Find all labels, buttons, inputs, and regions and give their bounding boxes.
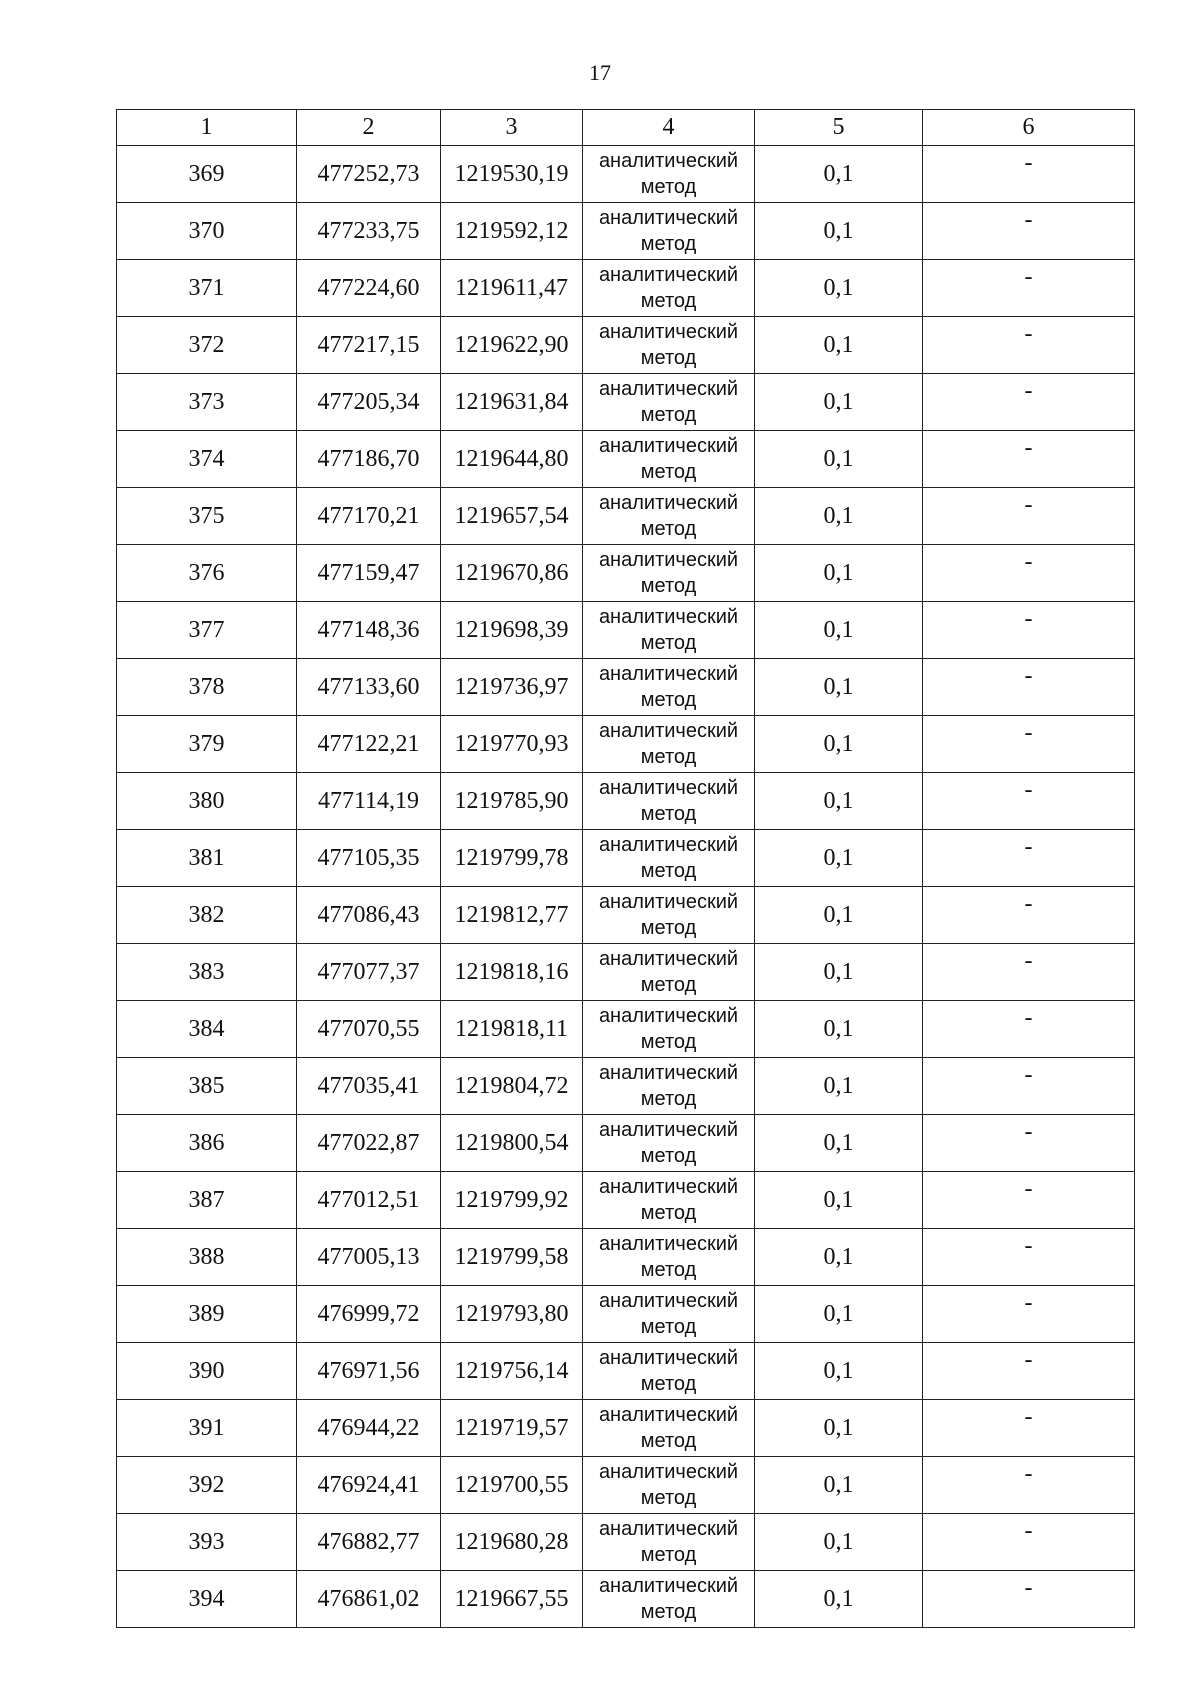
- method-line-1: аналитический: [598, 777, 739, 799]
- y-coordinate-cell: 1219799,58: [441, 1229, 583, 1286]
- method-line-1: аналитический: [598, 207, 739, 229]
- note-cell: -: [923, 1457, 1135, 1514]
- method-line-1: аналитический: [598, 321, 739, 343]
- accuracy-cell: 0,1: [755, 545, 923, 602]
- y-coordinate-cell: 1219799,78: [441, 830, 583, 887]
- point-number-cell: 389: [117, 1286, 297, 1343]
- note-cell: -: [923, 1115, 1135, 1172]
- y-coordinate-cell: 1219657,54: [441, 488, 583, 545]
- x-coordinate-cell: 477224,60: [297, 260, 441, 317]
- y-coordinate-cell: 1219592,12: [441, 203, 583, 260]
- note-cell: -: [923, 773, 1135, 830]
- point-number-cell: 379: [117, 716, 297, 773]
- method-line-2: метод: [640, 1259, 697, 1281]
- method-cell: [583, 260, 755, 317]
- note-cell: -: [923, 431, 1135, 488]
- method-cell: [583, 1001, 755, 1058]
- note-cell: -: [923, 203, 1135, 260]
- method-cell: [583, 1400, 755, 1457]
- y-coordinate-cell: 1219770,93: [441, 716, 583, 773]
- method-line-1: аналитический: [598, 1233, 739, 1255]
- method-cell: [583, 488, 755, 545]
- x-coordinate-cell: 476944,22: [297, 1400, 441, 1457]
- note-cell: -: [923, 488, 1135, 545]
- table-row: [117, 1400, 1135, 1457]
- method-line-1: аналитический: [598, 1518, 739, 1540]
- note-cell: -: [923, 260, 1135, 317]
- y-coordinate-cell: 1219736,97: [441, 659, 583, 716]
- method-cell: [583, 830, 755, 887]
- x-coordinate-cell: 476861,02: [297, 1571, 441, 1628]
- x-coordinate-cell: 477186,70: [297, 431, 441, 488]
- accuracy-cell: 0,1: [755, 203, 923, 260]
- method-cell: [583, 1229, 755, 1286]
- method-cell: [583, 1343, 755, 1400]
- accuracy-cell: 0,1: [755, 260, 923, 317]
- method-cell: [583, 1571, 755, 1628]
- note-cell: -: [923, 1343, 1135, 1400]
- method-cell: [583, 602, 755, 659]
- method-cell: [583, 545, 755, 602]
- method-line-1: аналитический: [598, 1005, 739, 1027]
- method-line-2: метод: [640, 1601, 697, 1623]
- point-number-cell: 375: [117, 488, 297, 545]
- point-number-cell: 382: [117, 887, 297, 944]
- method-line-2: метод: [640, 176, 697, 198]
- x-coordinate-cell: 477252,73: [297, 146, 441, 203]
- point-number-cell: 391: [117, 1400, 297, 1457]
- y-coordinate-cell: 1219818,11: [441, 1001, 583, 1058]
- y-coordinate-cell: 1219804,72: [441, 1058, 583, 1115]
- note-cell: -: [923, 1286, 1135, 1343]
- table-row: [117, 1001, 1135, 1058]
- point-number-cell: 383: [117, 944, 297, 1001]
- x-coordinate-cell: 477114,19: [297, 773, 441, 830]
- method-line-1: аналитический: [598, 549, 739, 571]
- x-coordinate-cell: 477022,87: [297, 1115, 441, 1172]
- method-cell: [583, 317, 755, 374]
- table-row: [117, 602, 1135, 659]
- x-coordinate-cell: 476924,41: [297, 1457, 441, 1514]
- method-line-2: метод: [640, 1202, 697, 1224]
- y-coordinate-cell: 1219719,57: [441, 1400, 583, 1457]
- method-line-1: аналитический: [598, 1575, 739, 1597]
- y-coordinate-cell: 1219530,19: [441, 146, 583, 203]
- accuracy-cell: 0,1: [755, 1286, 923, 1343]
- accuracy-cell: 0,1: [755, 659, 923, 716]
- method-line-2: метод: [640, 1031, 697, 1053]
- method-line-1: аналитический: [598, 264, 739, 286]
- note-cell: -: [923, 146, 1135, 203]
- method-line-2: метод: [640, 974, 697, 996]
- point-number-cell: 384: [117, 1001, 297, 1058]
- y-coordinate-cell: 1219785,90: [441, 773, 583, 830]
- accuracy-cell: 0,1: [755, 887, 923, 944]
- method-line-1: аналитический: [598, 948, 739, 970]
- accuracy-cell: 0,1: [755, 1571, 923, 1628]
- method-line-2: метод: [640, 803, 697, 825]
- y-coordinate-cell: 1219670,86: [441, 545, 583, 602]
- accuracy-cell: 0,1: [755, 602, 923, 659]
- note-cell: -: [923, 317, 1135, 374]
- method-cell: [583, 146, 755, 203]
- table-row: [117, 545, 1135, 602]
- table-body: [117, 146, 1135, 1628]
- table-row: [117, 260, 1135, 317]
- column-header: 4: [583, 110, 755, 146]
- table-row: [117, 1058, 1135, 1115]
- x-coordinate-cell: 477170,21: [297, 488, 441, 545]
- method-line-2: метод: [640, 233, 697, 255]
- method-line-2: метод: [640, 575, 697, 597]
- y-coordinate-cell: 1219680,28: [441, 1514, 583, 1571]
- method-cell: [583, 659, 755, 716]
- method-cell: [583, 1286, 755, 1343]
- point-number-cell: 380: [117, 773, 297, 830]
- note-cell: -: [923, 887, 1135, 944]
- table-row: [117, 887, 1135, 944]
- x-coordinate-cell: 477035,41: [297, 1058, 441, 1115]
- method-line-1: аналитический: [598, 150, 739, 172]
- y-coordinate-cell: 1219700,55: [441, 1457, 583, 1514]
- y-coordinate-cell: 1219667,55: [441, 1571, 583, 1628]
- method-line-2: метод: [640, 1430, 697, 1452]
- table-row: [117, 431, 1135, 488]
- method-line-1: аналитический: [598, 1461, 739, 1483]
- note-cell: -: [923, 602, 1135, 659]
- accuracy-cell: 0,1: [755, 1172, 923, 1229]
- note-cell: -: [923, 1571, 1135, 1628]
- table-row: [117, 317, 1135, 374]
- table-row: [117, 830, 1135, 887]
- note-cell: -: [923, 1514, 1135, 1571]
- method-line-2: метод: [640, 1544, 697, 1566]
- table-row: [117, 203, 1135, 260]
- accuracy-cell: 0,1: [755, 1001, 923, 1058]
- method-line-1: аналитический: [598, 1176, 739, 1198]
- method-line-2: метод: [640, 1088, 697, 1110]
- y-coordinate-cell: 1219793,80: [441, 1286, 583, 1343]
- y-coordinate-cell: 1219756,14: [441, 1343, 583, 1400]
- y-coordinate-cell: 1219631,84: [441, 374, 583, 431]
- method-line-1: аналитический: [598, 720, 739, 742]
- x-coordinate-cell: 477233,75: [297, 203, 441, 260]
- table-row: [117, 1286, 1135, 1343]
- column-header: 2: [297, 110, 441, 146]
- method-line-2: метод: [640, 1373, 697, 1395]
- method-line-2: метод: [640, 518, 697, 540]
- method-line-2: метод: [640, 1145, 697, 1167]
- x-coordinate-cell: 477086,43: [297, 887, 441, 944]
- y-coordinate-cell: 1219611,47: [441, 260, 583, 317]
- method-line-1: аналитический: [598, 1404, 739, 1426]
- x-coordinate-cell: 476971,56: [297, 1343, 441, 1400]
- point-number-cell: 394: [117, 1571, 297, 1628]
- table-row: [117, 1172, 1135, 1229]
- point-number-cell: 392: [117, 1457, 297, 1514]
- method-cell: [583, 374, 755, 431]
- note-cell: -: [923, 716, 1135, 773]
- x-coordinate-cell: 477133,60: [297, 659, 441, 716]
- method-line-2: метод: [640, 404, 697, 426]
- method-line-2: метод: [640, 746, 697, 768]
- point-number-cell: 372: [117, 317, 297, 374]
- table-row: [117, 146, 1135, 203]
- method-line-2: метод: [640, 917, 697, 939]
- accuracy-cell: 0,1: [755, 317, 923, 374]
- method-line-2: метод: [640, 1487, 697, 1509]
- note-cell: -: [923, 545, 1135, 602]
- method-cell: [583, 431, 755, 488]
- method-line-1: аналитический: [598, 1062, 739, 1084]
- y-coordinate-cell: 1219799,92: [441, 1172, 583, 1229]
- y-coordinate-cell: 1219818,16: [441, 944, 583, 1001]
- point-number-cell: 371: [117, 260, 297, 317]
- y-coordinate-cell: 1219698,39: [441, 602, 583, 659]
- accuracy-cell: 0,1: [755, 944, 923, 1001]
- column-header: 3: [441, 110, 583, 146]
- method-line-1: аналитический: [598, 663, 739, 685]
- note-cell: -: [923, 1001, 1135, 1058]
- point-number-cell: 385: [117, 1058, 297, 1115]
- coordinates-table: [116, 109, 1135, 1628]
- method-cell: [583, 716, 755, 773]
- table-row: [117, 1514, 1135, 1571]
- table-row: [117, 1115, 1135, 1172]
- note-cell: -: [923, 1229, 1135, 1286]
- method-cell: [583, 944, 755, 1001]
- point-number-cell: 374: [117, 431, 297, 488]
- table-row: [117, 944, 1135, 1001]
- y-coordinate-cell: 1219800,54: [441, 1115, 583, 1172]
- method-line-2: метод: [640, 860, 697, 882]
- table-row: [117, 659, 1135, 716]
- method-line-1: аналитический: [598, 891, 739, 913]
- method-cell: [583, 1514, 755, 1571]
- y-coordinate-cell: 1219644,80: [441, 431, 583, 488]
- accuracy-cell: 0,1: [755, 773, 923, 830]
- accuracy-cell: 0,1: [755, 1115, 923, 1172]
- x-coordinate-cell: 477122,21: [297, 716, 441, 773]
- point-number-cell: 393: [117, 1514, 297, 1571]
- x-coordinate-cell: 477205,34: [297, 374, 441, 431]
- column-header: 5: [755, 110, 923, 146]
- method-line-1: аналитический: [598, 492, 739, 514]
- method-cell: [583, 1172, 755, 1229]
- y-coordinate-cell: 1219622,90: [441, 317, 583, 374]
- accuracy-cell: 0,1: [755, 830, 923, 887]
- point-number-cell: 369: [117, 146, 297, 203]
- table-header-row: [117, 110, 1135, 146]
- accuracy-cell: 0,1: [755, 1457, 923, 1514]
- method-line-1: аналитический: [598, 834, 739, 856]
- x-coordinate-cell: 477077,37: [297, 944, 441, 1001]
- accuracy-cell: 0,1: [755, 431, 923, 488]
- table-row: [117, 1343, 1135, 1400]
- table-row: [117, 374, 1135, 431]
- x-coordinate-cell: 477070,55: [297, 1001, 441, 1058]
- point-number-cell: 381: [117, 830, 297, 887]
- point-number-cell: 387: [117, 1172, 297, 1229]
- method-cell: [583, 1115, 755, 1172]
- method-line-1: аналитический: [598, 435, 739, 457]
- point-number-cell: 390: [117, 1343, 297, 1400]
- method-line-2: метод: [640, 632, 697, 654]
- note-cell: -: [923, 659, 1135, 716]
- x-coordinate-cell: 477012,51: [297, 1172, 441, 1229]
- point-number-cell: 370: [117, 203, 297, 260]
- x-coordinate-cell: 476882,77: [297, 1514, 441, 1571]
- method-line-2: метод: [640, 689, 697, 711]
- page-number: 17: [589, 60, 611, 85]
- accuracy-cell: 0,1: [755, 488, 923, 545]
- x-coordinate-cell: 477105,35: [297, 830, 441, 887]
- x-coordinate-cell: 477159,47: [297, 545, 441, 602]
- x-coordinate-cell: 477148,36: [297, 602, 441, 659]
- accuracy-cell: 0,1: [755, 146, 923, 203]
- table-row: [117, 1229, 1135, 1286]
- accuracy-cell: 0,1: [755, 1514, 923, 1571]
- method-line-2: метод: [640, 347, 697, 369]
- note-cell: -: [923, 1172, 1135, 1229]
- note-cell: -: [923, 944, 1135, 1001]
- method-cell: [583, 203, 755, 260]
- column-header: 1: [117, 110, 297, 146]
- point-number-cell: 376: [117, 545, 297, 602]
- accuracy-cell: 0,1: [755, 716, 923, 773]
- note-cell: -: [923, 1058, 1135, 1115]
- column-header: 6: [923, 110, 1135, 146]
- x-coordinate-cell: 477217,15: [297, 317, 441, 374]
- method-cell: [583, 1457, 755, 1514]
- table-row: [117, 1571, 1135, 1628]
- accuracy-cell: 0,1: [755, 1343, 923, 1400]
- accuracy-cell: 0,1: [755, 374, 923, 431]
- accuracy-cell: 0,1: [755, 1229, 923, 1286]
- table-row: [117, 1457, 1135, 1514]
- accuracy-cell: 0,1: [755, 1058, 923, 1115]
- point-number-cell: 378: [117, 659, 297, 716]
- x-coordinate-cell: 477005,13: [297, 1229, 441, 1286]
- method-line-1: аналитический: [598, 1119, 739, 1141]
- table-row: [117, 716, 1135, 773]
- point-number-cell: 386: [117, 1115, 297, 1172]
- point-number-cell: 373: [117, 374, 297, 431]
- table-row: [117, 773, 1135, 830]
- accuracy-cell: 0,1: [755, 1400, 923, 1457]
- x-coordinate-cell: 476999,72: [297, 1286, 441, 1343]
- method-cell: [583, 887, 755, 944]
- method-line-2: метод: [640, 1316, 697, 1338]
- method-line-1: аналитический: [598, 606, 739, 628]
- point-number-cell: 388: [117, 1229, 297, 1286]
- method-cell: [583, 773, 755, 830]
- method-line-1: аналитический: [598, 1347, 739, 1369]
- note-cell: -: [923, 374, 1135, 431]
- method-line-2: метод: [640, 461, 697, 483]
- method-line-1: аналитический: [598, 378, 739, 400]
- method-cell: [583, 1058, 755, 1115]
- note-cell: -: [923, 830, 1135, 887]
- table-row: [117, 488, 1135, 545]
- point-number-cell: 377: [117, 602, 297, 659]
- method-line-1: аналитический: [598, 1290, 739, 1312]
- method-line-2: метод: [640, 290, 697, 312]
- y-coordinate-cell: 1219812,77: [441, 887, 583, 944]
- note-cell: -: [923, 1400, 1135, 1457]
